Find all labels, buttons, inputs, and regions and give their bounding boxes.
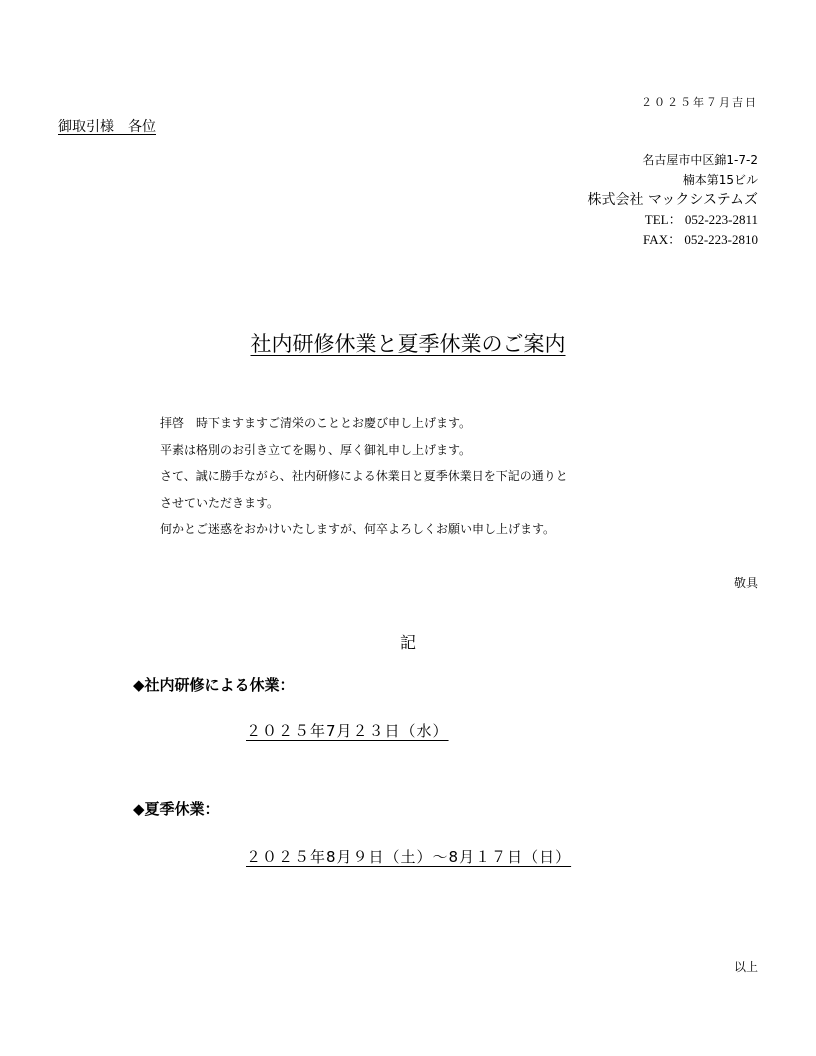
sender-tel: TEL： 052-223-2811 [644,212,758,227]
item-date-summer: ２０２５年8月９日（土）～8月１７日（日） [246,848,572,866]
closing-keigu: 敬具 [733,576,758,590]
sender-fax: FAX： 052-223-2810 [643,232,758,247]
ki-heading: 記 [399,633,416,652]
sender-address-line2: 楠本第15ビル [682,173,758,187]
body-line: させていただきます。 [160,495,280,510]
body-line: 何かとご迷惑をおかけいたしますが、何卒よろしくお願い申し上げます。 [160,522,556,536]
body-line: 平素は格別のお引き立てを賜り、厚く御礼申し上げます。 [160,442,472,457]
addressee: 御取引様 各位 [58,119,156,135]
body-line: さて、誠に勝手ながら、社内研修による休業日と夏季休業日を下記の通りと [160,469,568,483]
sender-block [588,150,759,250]
sender-company: 株式会社 マックシステムズ [587,192,758,208]
item-heading-summer: ◆夏季休業： [133,800,220,818]
body-text [160,410,680,543]
body-line: 拝啓 時下ますますご清栄のこととお慶び申し上げます。 [160,416,472,430]
closing-ijou: 以上 [733,960,758,974]
sender-address-line1: 名古屋市中区錦1-7-2 [642,153,758,167]
document-title-text: 社内研修休業と夏季休業のご案内 [250,332,566,356]
item-heading-training: ◆社内研修による休業： [133,676,295,694]
item-date-training: ２０２５年7月２３日（水） [246,722,449,740]
document-date: ２０２５年７月吉日 [641,96,758,109]
document-title [0,328,816,358]
